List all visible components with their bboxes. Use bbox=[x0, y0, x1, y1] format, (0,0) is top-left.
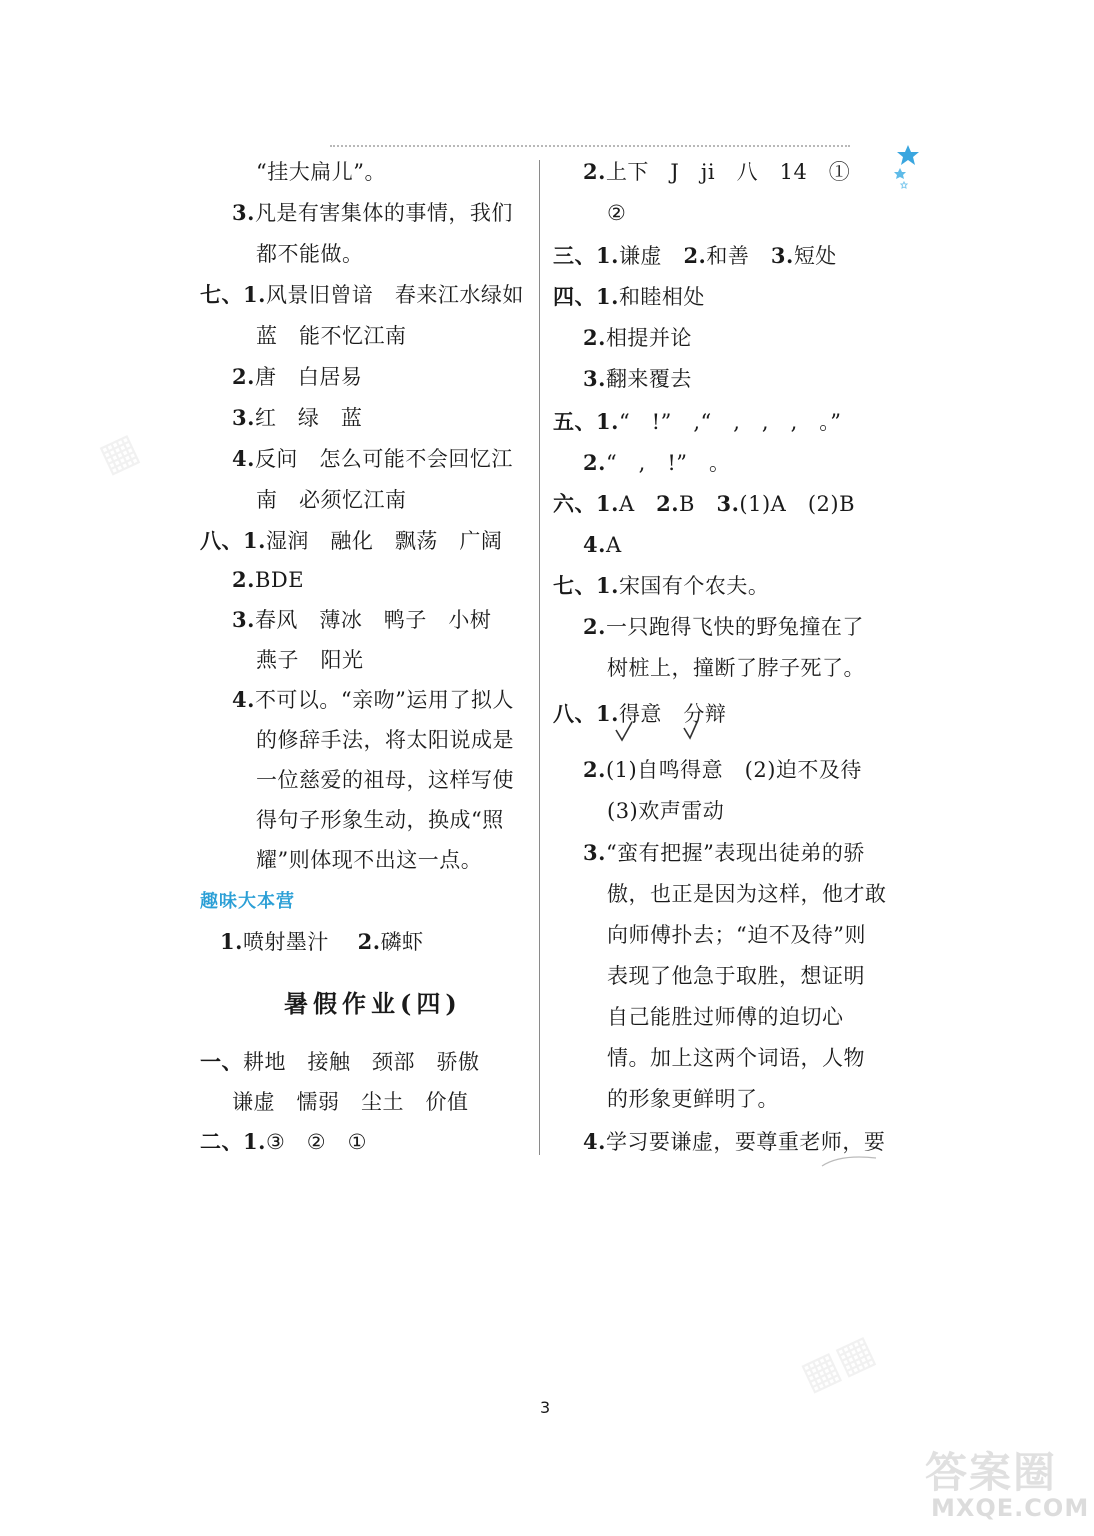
column-divider bbox=[539, 160, 540, 1155]
answer-line: 都不能做。 bbox=[256, 242, 364, 266]
fun-answers: 1.喷射墨汁 2.磷虾 bbox=[220, 929, 424, 954]
answer-line: 3.“蛮有把握”表现出徒弟的骄 bbox=[583, 840, 865, 865]
answer-line: 4.A bbox=[583, 532, 622, 557]
watermark-cn: 答案圈 bbox=[925, 1448, 1058, 1497]
answer-line: 耀”则体现不出这一点。 bbox=[256, 848, 483, 872]
answer-line: 2.一只跑得飞快的野兔撞在了 bbox=[583, 614, 864, 639]
answer-line: 3.翻来覆去 bbox=[583, 366, 692, 391]
answer-line: 七、1.风景旧曾谙 春来江水绿如 bbox=[200, 282, 524, 307]
answer-line: 二、1.③ ② ① bbox=[200, 1129, 367, 1154]
answer-line: 四、1.和睦相处 bbox=[553, 284, 705, 309]
check-mark-icon bbox=[600, 718, 700, 748]
answer-line: 2.唐 白居易 bbox=[232, 364, 363, 389]
answer-line: 自己能胜过师傅的迫切心 bbox=[607, 1005, 844, 1029]
answer-line: 3.凡是有害集体的事情，我们 bbox=[232, 200, 513, 225]
answer-line: 4.学习要谦虚，要尊重老师，要 bbox=[583, 1129, 886, 1154]
answer-line: 2.上下 J ji 八 14 ① bbox=[583, 159, 851, 184]
answer-line: 3.红 绿 蓝 bbox=[232, 405, 363, 430]
answer-line: 向师傅扑去；“迫不及待”则 bbox=[607, 923, 866, 947]
answer-line: 的形象更鲜明了。 bbox=[607, 1087, 779, 1111]
answer-line: 谦虚 懦弱 尘土 价值 bbox=[232, 1090, 469, 1114]
answer-line: 傲，也正是因为这样，他才敢 bbox=[607, 882, 887, 906]
top-dotted-rule bbox=[330, 145, 850, 147]
answer-line: 蓝 能不忆江南 bbox=[256, 324, 407, 348]
answer-line: 2.(1)自鸣得意 (2)迫不及待 bbox=[583, 757, 862, 782]
answer-line: 一位慈爱的祖母，这样写使 bbox=[256, 768, 514, 792]
answer-line: 七、1.宋国有个农夫。 bbox=[553, 573, 770, 598]
answer-line: 4.反问 怎么可能不会回忆江 bbox=[232, 446, 513, 471]
answer-line: 的修辞手法，将太阳说成是 bbox=[256, 728, 514, 752]
homework-title: 暑假作业(四) bbox=[284, 989, 462, 1018]
answer-line: 树桩上，撞断了脖子死了。 bbox=[607, 656, 865, 680]
star-decoration-icon bbox=[888, 142, 928, 192]
page-number: 3 bbox=[540, 1398, 551, 1417]
answer-line: 一、耕地 接触 颈部 骄傲 bbox=[200, 1049, 480, 1074]
answer-line: 五、1.“ !” ,“ , , , 。” bbox=[553, 409, 842, 434]
watermark-logo bbox=[925, 1440, 1090, 1530]
answer-line: 南 必须忆江南 bbox=[256, 488, 407, 512]
answer-line: (3)欢声雷动 bbox=[607, 799, 725, 823]
answer-line: 表现了他急于取胜，想证明 bbox=[607, 964, 865, 988]
answer-line: 4.不可以。“亲吻”运用了拟人 bbox=[232, 687, 514, 712]
answer-line: 2.相提并论 bbox=[583, 325, 692, 350]
answer-line: 2.BDE bbox=[232, 567, 305, 592]
watermark-en: MXQE.COM bbox=[931, 1494, 1090, 1522]
answer-line: ② bbox=[607, 201, 627, 225]
answer-line: 六、1.A 2.B 3.(1)A (2)B bbox=[553, 491, 856, 516]
pen-stroke-mark bbox=[820, 1150, 880, 1170]
answer-line: 2.“ , !” 。 bbox=[583, 450, 731, 475]
faint-watermark: ▦▦ bbox=[793, 1326, 882, 1400]
answer-line: 八、1.得意 分辩 bbox=[553, 701, 727, 726]
answer-line: 3.春风 薄冰 鸭子 小树 bbox=[232, 607, 492, 632]
answer-line: 八、1.湿润 融化 飘荡 广阔 bbox=[200, 528, 503, 553]
answer-line: “挂大扁儿”。 bbox=[256, 160, 386, 184]
faint-watermark: ▦ bbox=[92, 424, 146, 482]
section-heading: 趣味大本营 bbox=[200, 891, 295, 912]
answer-line: 得句子形象生动，换成“照 bbox=[256, 808, 504, 832]
answer-line: 三、1.谦虚 2.和善 3.短处 bbox=[553, 243, 837, 268]
answer-line: 情。加上这两个词语，人物 bbox=[607, 1046, 865, 1070]
answer-line: 燕子 阳光 bbox=[256, 648, 364, 672]
